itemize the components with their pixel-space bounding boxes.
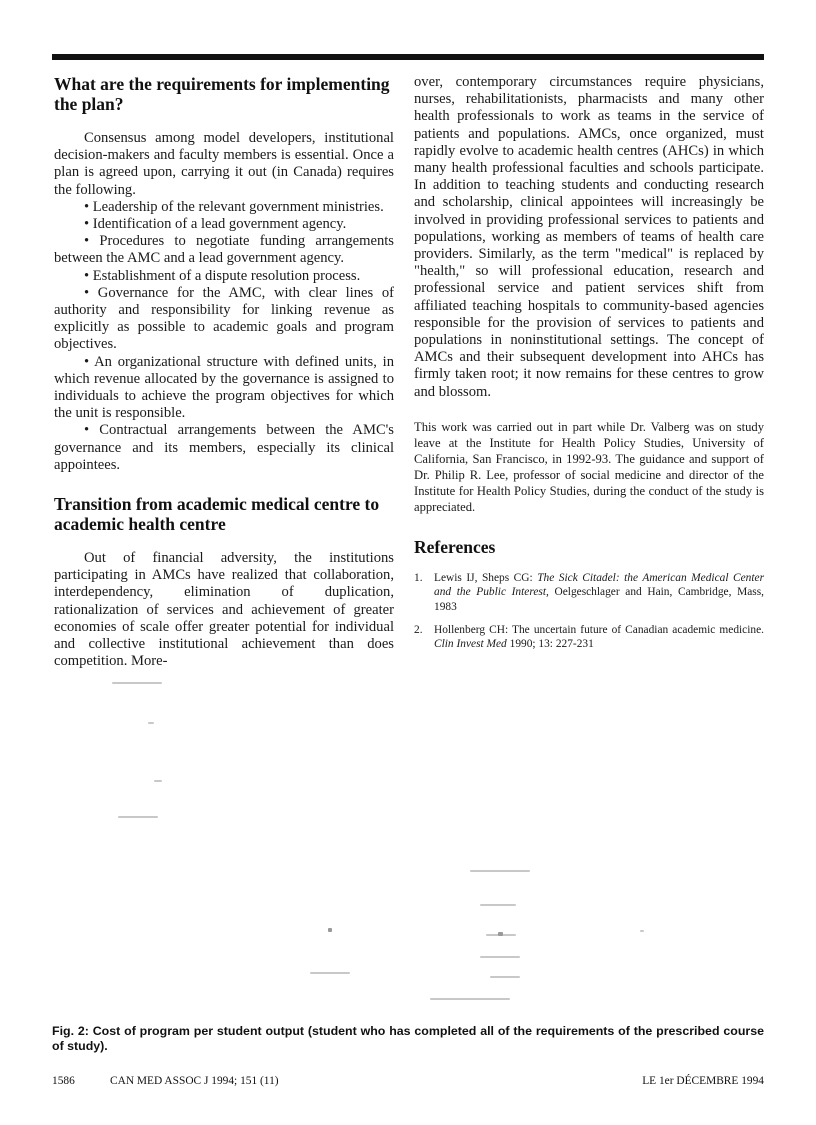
list-item: • Governance for the AMC, with clear lines of authority and responsibility for linking revenue as explicitly as possible to academic goals and program objectives. — [54, 284, 394, 353]
references-heading: References — [414, 536, 496, 557]
reference-publisher: Oelgeschlager and Hain, Cambridge, Mass, 1983 — [434, 586, 764, 614]
list-item: • An organizational structure with defined units, in which revenue allocated by the governance is assigned to individuals to achieve the program objectives for which the unit is responsible. — [54, 353, 394, 422]
intro-paragraph: Consensus among model developers, institutional decision-makers and faculty members is essential. Once a plan is agreed upon, carrying it out (in Canada) requires the following. — [54, 130, 394, 198]
transition-paragraph-continued: over, contemporary circumstances require physicians, nurses, rehabilitationists, pharmacists and many other health professionals to work as teams in the service of patients and populations. AMCs, once organized, must rapidly evolve to academic health centres (AHCs) in which many health professional faculties and schools participate. In addition to teaching students and conducting research and scholarship, clinical appointees will increasingly be involved in providing professional services to patients and populations, working as members of teams of health care providers. Similarly, as the term "medical" is replaced by "health," so will professional education, research and professional service and patient services shift from affiliated teaching hospitals to community-based agencies responsible for the provision of services to patients and populations in noninstitutional settings. The concept of AMCs and their subsequent development into AHCs has firmly taken root; it now remains for these centres to grow and blossom. — [414, 74, 764, 400]
list-item: • Leadership of the relevant government ministries. — [84, 198, 384, 215]
journal-citation: CAN MED ASSOC J 1994; 151 (11) — [110, 1075, 279, 1087]
right-column — [414, 74, 764, 660]
list-item: • Establishment of a dispute resolution process. — [84, 267, 361, 284]
list-item: • Identification of a lead government agency. — [84, 216, 347, 233]
reference-number: 2. — [414, 623, 423, 636]
top-rule — [52, 54, 764, 60]
reference-authors: Lewis IJ, Sheps CG: — [434, 571, 533, 584]
page-number: 1586 — [52, 1075, 75, 1087]
reference-item — [414, 571, 764, 615]
requirements-list — [54, 199, 394, 474]
section-heading-requirements: What are the requirements for implementing the plan? — [54, 74, 390, 114]
transition-paragraph-start: Out of financial adversity, the institutions participating in AMCs have realized that collaboration, interdependency, elimination of duplication, rationalization of services and achievement of greater economies of scale offer greater potential for individual and collective institutional achievement than does competition. More- — [54, 550, 394, 670]
reference-title: The Sick Citadel: the American Medical Center and the Public Interest, — [434, 571, 765, 599]
acknowledgement: This work was carried out in part while Dr. Valberg was on study leave at the Institute for Health Policy Studies, University of California, San Francisco, in 1992-93. The guidance and support of Dr. Philip R. Lee, professor of social medicine and director of the Institute for Health Policy Studies, during the conduct of the study is appreciated. — [414, 419, 764, 514]
figure-caption: Fig. 2: Cost of program per student output (student who has completed all of the requirements of the prescribed course of study). — [52, 1024, 764, 1053]
issue-date: LE 1er DÉCEMBRE 1994 — [642, 1075, 764, 1087]
reference-number: 1. — [414, 571, 423, 584]
reference-item — [414, 623, 764, 652]
figure-faded-area — [40, 670, 800, 1010]
reference-authors: Hollenberg CH: The uncertain future of Canadian academic medicine. — [434, 623, 764, 636]
reference-citation: 1990; 13: 227-231 — [509, 638, 594, 651]
reference-journal: Clin Invest Med — [434, 638, 507, 651]
list-item: • Procedures to negotiate funding arrangements between the AMC and a lead government agency. — [54, 233, 394, 267]
section-heading-transition: Transition from academic medical centre to academic health centre — [54, 494, 380, 535]
list-item: • Contractual arrangements between the AMC's governance and its members, especially its clinical appointees. — [54, 422, 394, 473]
left-column — [54, 74, 394, 670]
